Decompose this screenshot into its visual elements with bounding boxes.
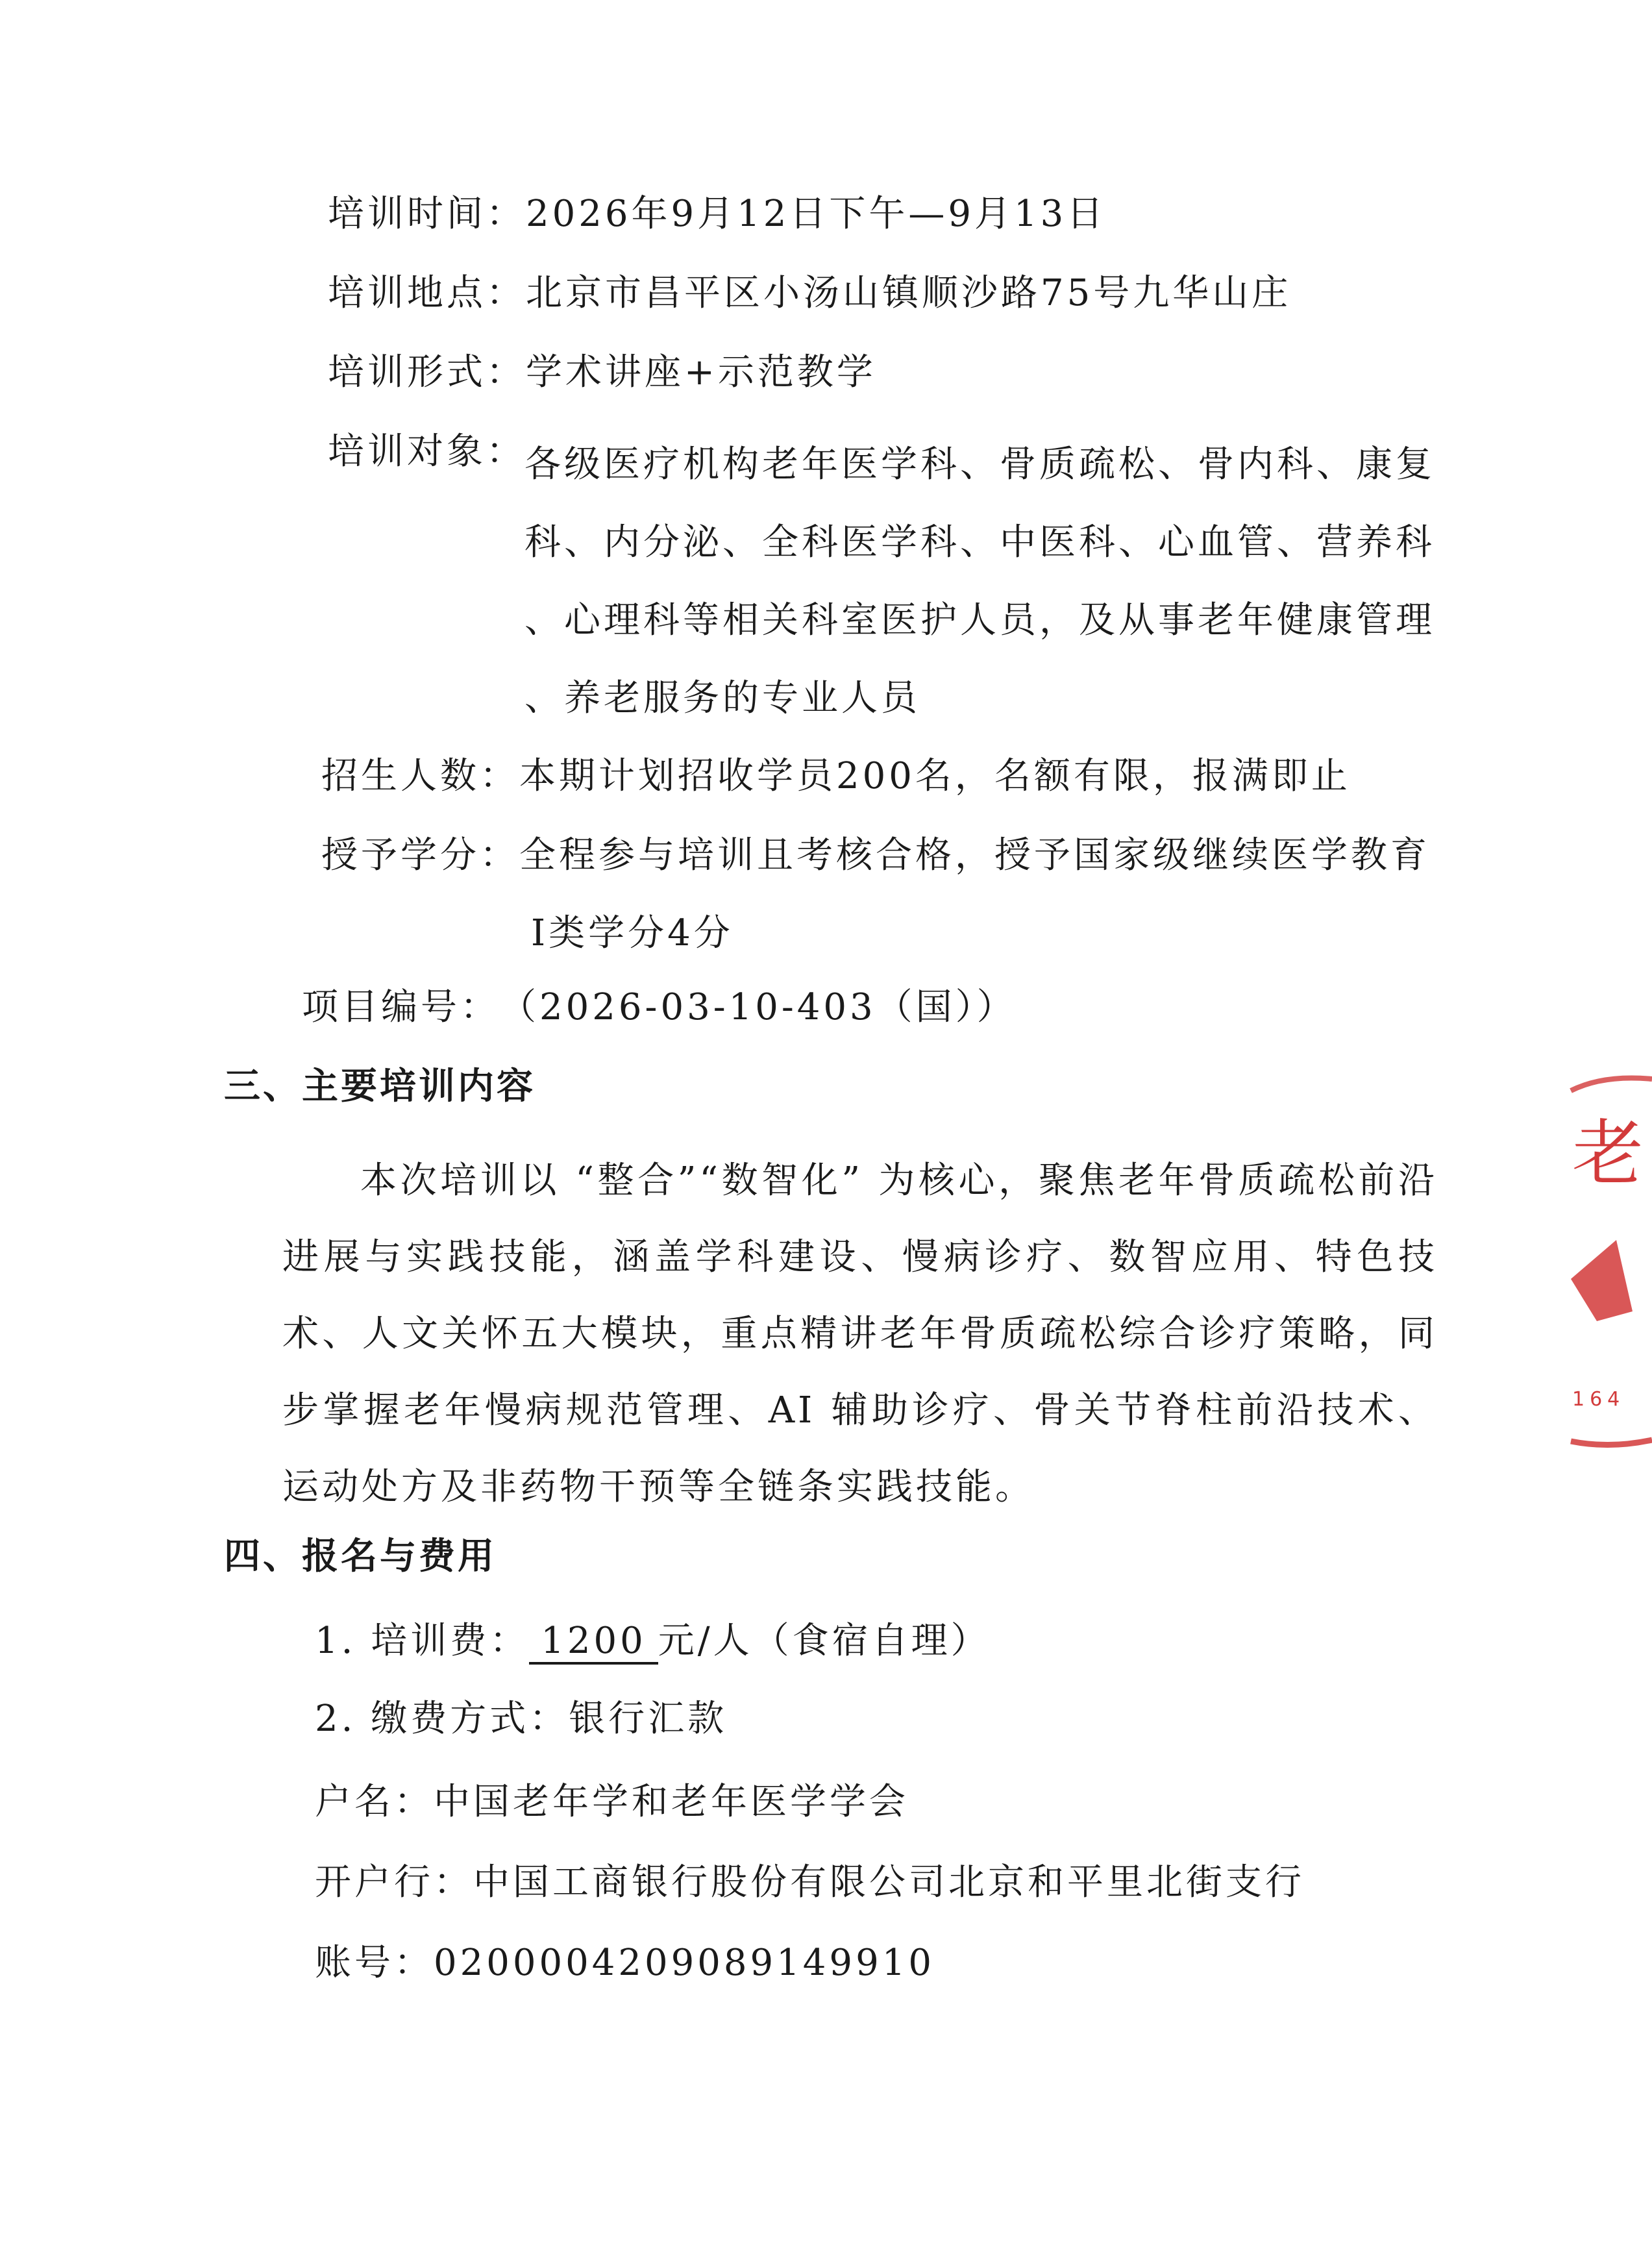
section-heading-main-content: 三、主要培训内容: [224, 1065, 536, 1108]
bank-name: 开户行：中国工商银行股份有限公司北京和平里北街支行: [315, 1861, 1305, 1903]
account-number: 账号：0200004209089149910: [315, 1942, 935, 1984]
training-target-value: [524, 439, 1435, 738]
fee-unit: 元/人（食宿自理）: [658, 1620, 991, 1662]
training-form-value: 学术讲座+示范教学: [526, 351, 876, 393]
project-number-value: （2026-03-10-403（国））: [500, 986, 1017, 1028]
main-content-paragraph: 本次培训以 “整合”“数智化” 为核心，聚焦老年骨质疏松前沿进展与实践技能，涵盖学科建设、慢病诊疗、数智应用、特色技术、人文关怀五大模块，重点精讲老年骨质疏松综合诊疗策略，同步掌握老年慢病规范管理、AI 辅助诊疗、骨关节脊柱前沿技术、运动处方及非药物干预等全链条实践技能。: [282, 1159, 1438, 1508]
training-target-line: 、心理科等相关科室医护人员，及从事老年健康管理: [524, 599, 1435, 641]
credit-line: Ⅰ类学分4分: [531, 912, 734, 954]
training-target-label: 培训对象：: [328, 430, 526, 473]
fee-amount: 1200: [529, 1622, 658, 1665]
training-place-line: [328, 267, 1291, 319]
seal-character: 老: [1572, 1112, 1644, 1195]
training-time-value: 2026年9月12日下午—9月13日: [526, 193, 1107, 235]
training-target-line: 、养老服务的专业人员: [524, 677, 920, 719]
project-number-line: [302, 982, 1017, 1034]
enrollment-label: 招生人数：: [321, 755, 519, 797]
account-name: 户名：中国老年学和老年医学学会: [315, 1781, 909, 1823]
credit-line: 全程参与培训且考核合格，授予国家级继续医学教育: [519, 834, 1430, 876]
training-time-line: [328, 188, 1106, 240]
credit-label: 授予学分：: [321, 834, 519, 876]
project-number-label: 项目编号：: [302, 986, 500, 1028]
credit-value: [519, 830, 1430, 960]
seal-digits: 164: [1572, 1388, 1625, 1411]
training-place-label: 培训地点：: [328, 272, 526, 314]
training-form-label: 培训形式：: [328, 351, 526, 393]
payment-method: 2. 缴费方式：银行汇款: [315, 1698, 728, 1740]
training-target-line: 各级医疗机构老年医学科、骨质疏松、骨内科、康复: [524, 443, 1435, 486]
fee-line: [315, 1615, 991, 1667]
fee-label: 1. 培训费：: [315, 1620, 530, 1662]
training-form-line: [328, 347, 876, 399]
training-time-label: 培训时间：: [328, 193, 526, 235]
enrollment-line: [321, 750, 1351, 802]
section-heading-registration-fees: 四、报名与费用: [224, 1535, 497, 1578]
enrollment-value: 本期计划招收学员200名，名额有限，报满即止: [519, 755, 1351, 797]
seal-icon: [1558, 1065, 1652, 1467]
training-place-value: 北京市昌平区小汤山镇顺沙路75号九华山庄: [526, 272, 1292, 314]
official-seal-fragment: [1558, 1065, 1652, 1467]
training-target-line: 科、内分泌、全科医学科、中医科、心血管、营养科: [524, 521, 1435, 564]
